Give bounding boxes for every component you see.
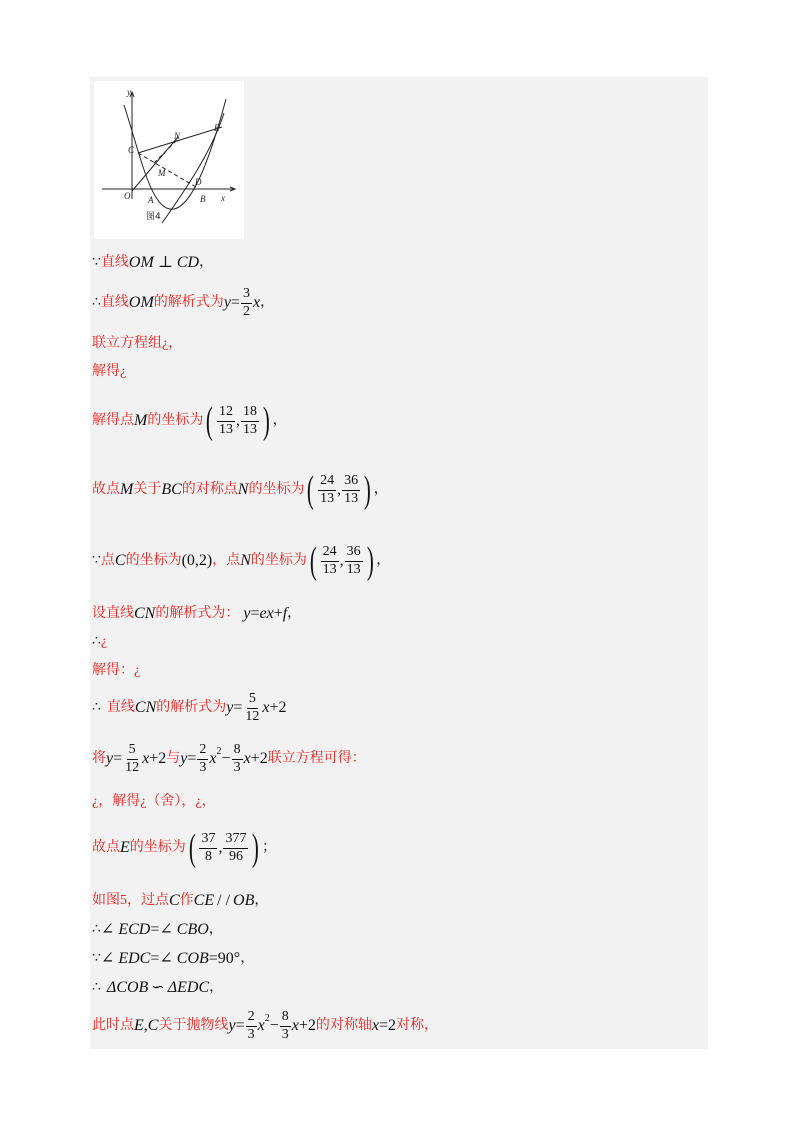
fraction xyxy=(217,405,235,437)
text: 直线 xyxy=(106,700,135,716)
equals: = xyxy=(233,699,243,717)
punct: ， xyxy=(376,553,391,568)
text: 关于抛物线 xyxy=(158,1018,229,1034)
text: 联立方程可得： xyxy=(267,751,366,767)
math-plus-two: +2 xyxy=(269,699,287,717)
math-m: M xyxy=(134,412,148,429)
math-y: y xyxy=(180,750,188,768)
punct: ， xyxy=(199,255,214,270)
parabola-diagram xyxy=(94,81,244,239)
text: 联立方程组¿， xyxy=(92,336,183,351)
fraction xyxy=(280,1010,291,1042)
math-e: E xyxy=(134,1017,144,1035)
numerator: 8 xyxy=(280,1010,291,1027)
text: 的解析式为 xyxy=(156,700,227,716)
math-ex: ex xyxy=(259,605,274,622)
left-paren: ( xyxy=(206,400,214,442)
text: 的坐标为 xyxy=(129,840,186,855)
exponent: 2 xyxy=(216,746,222,758)
because-symbol: ∵ xyxy=(92,255,101,270)
numerator: 8 xyxy=(232,743,243,760)
math-x: x xyxy=(257,1017,265,1035)
label-a: A xyxy=(148,195,154,205)
comma: , xyxy=(339,552,344,569)
line-8 xyxy=(92,606,301,622)
line-6 xyxy=(92,471,388,509)
label-e: E xyxy=(214,123,220,133)
line-17 xyxy=(92,951,254,967)
parallel-symbol: / / xyxy=(217,892,231,909)
punct: ， xyxy=(240,951,255,966)
therefore-symbol: ∴ xyxy=(92,700,101,716)
math-plus-two: +2 xyxy=(250,750,268,768)
text: 点 xyxy=(100,553,115,568)
math-plus-two: +2 xyxy=(298,1017,316,1035)
line-10 xyxy=(92,664,140,678)
segment-mn xyxy=(154,139,178,163)
text: 的解析式为 xyxy=(153,295,224,311)
math-n: N xyxy=(240,552,251,569)
numerator: 5 xyxy=(247,692,258,709)
numerator: 37 xyxy=(199,832,217,849)
equals: = xyxy=(113,750,123,768)
right-paren: ) xyxy=(252,827,260,869)
therefore-symbol: ∴ xyxy=(92,980,101,995)
text: 解得¿ xyxy=(92,364,127,379)
line-9 xyxy=(92,635,107,649)
text: 作 xyxy=(179,893,194,908)
math-y: y xyxy=(243,605,251,622)
numerator: 5 xyxy=(127,743,138,760)
line-16 xyxy=(92,922,223,938)
math-bc: BC xyxy=(161,481,182,498)
therefore-symbol: ∴ xyxy=(92,295,101,311)
fraction xyxy=(241,287,252,319)
text: 故点 xyxy=(92,482,120,497)
comma: , xyxy=(218,839,223,856)
left-paren: ( xyxy=(188,827,196,869)
therefore-symbol: ∴ xyxy=(92,634,101,649)
numerator: 12 xyxy=(217,405,235,422)
exponent: 2 xyxy=(264,1013,270,1025)
math-ob: OB xyxy=(233,892,255,909)
segment-cd xyxy=(138,153,196,187)
text: ¿，解得¿（舍），¿， xyxy=(92,794,216,809)
fraction xyxy=(123,743,141,775)
punct: ， xyxy=(209,980,224,995)
punct: ， xyxy=(287,606,302,621)
label-b: B xyxy=(200,194,206,204)
math-c: C xyxy=(114,552,126,569)
fraction xyxy=(223,832,248,864)
left-paren: ( xyxy=(307,469,315,511)
math-m: M xyxy=(120,481,134,498)
math-y: y xyxy=(228,1017,236,1035)
denominator: 13 xyxy=(242,421,257,437)
text: 设直线 xyxy=(92,606,134,621)
line-18 xyxy=(92,980,223,996)
line-7 xyxy=(92,542,390,580)
text: 如图5，过点 xyxy=(92,893,169,908)
equals: = xyxy=(230,294,240,312)
text: 的坐标为 xyxy=(147,413,204,428)
text: 此时点 xyxy=(92,1018,134,1034)
equals: = xyxy=(187,750,197,768)
line-13 xyxy=(92,795,216,809)
denominator: 3 xyxy=(281,1026,289,1042)
denominator: 13 xyxy=(218,421,233,437)
math-c: C xyxy=(147,1017,159,1035)
denominator: 12 xyxy=(245,708,260,724)
text: 的对称轴 xyxy=(315,1018,372,1034)
math-x: x xyxy=(252,294,261,312)
denominator: 12 xyxy=(125,759,140,775)
equals: = xyxy=(250,605,260,622)
denominator: 13 xyxy=(344,490,359,506)
math-90-degrees: 90° xyxy=(217,950,241,967)
label-d: D xyxy=(195,177,202,187)
text: 的坐标为 xyxy=(248,482,305,497)
numerator: 36 xyxy=(345,545,363,562)
line-1 xyxy=(92,255,213,271)
fraction xyxy=(342,474,360,506)
math-om: OM xyxy=(128,254,154,271)
comma: , xyxy=(143,1017,148,1035)
numerator: 2 xyxy=(197,743,208,760)
fraction xyxy=(243,692,261,724)
text: ，点 xyxy=(212,553,241,568)
math-cn: CN xyxy=(134,699,157,717)
fraction xyxy=(241,405,259,437)
figure-caption: 图4 xyxy=(146,212,161,222)
equals: = xyxy=(150,921,160,938)
label-n: N xyxy=(174,131,181,141)
line-2 xyxy=(92,287,274,319)
math-angle-edc: ∠ EDC xyxy=(100,950,151,967)
perp-symbol: ⊥ xyxy=(157,254,173,271)
label-m: M xyxy=(158,168,166,178)
text: 将 xyxy=(92,751,106,767)
fraction xyxy=(321,545,339,577)
line-4 xyxy=(92,365,126,379)
text: 解得点 xyxy=(92,413,134,428)
plus: + xyxy=(273,605,283,622)
math-y: y xyxy=(223,294,231,312)
numerator: 36 xyxy=(342,474,360,491)
right-paren: ) xyxy=(262,400,270,442)
math-cd: CD xyxy=(176,254,200,271)
comma: , xyxy=(235,412,240,429)
segment-on xyxy=(132,137,178,191)
line-3 xyxy=(92,337,182,351)
text: 对称， xyxy=(396,1018,439,1034)
comma: , xyxy=(337,481,342,498)
line-11 xyxy=(92,692,287,724)
label-c: C xyxy=(128,145,135,155)
equals: = xyxy=(208,950,218,967)
denominator: 2 xyxy=(242,303,250,319)
line-14 xyxy=(92,829,276,867)
equals: = xyxy=(150,950,160,967)
punct: ， xyxy=(208,922,223,937)
denominator: 3 xyxy=(233,759,241,775)
math-triangle-cob: ΔCOB xyxy=(106,979,149,996)
fraction xyxy=(197,743,208,775)
therefore-symbol: ∴ xyxy=(92,922,101,937)
fraction xyxy=(345,545,363,577)
right-paren: ) xyxy=(366,540,374,582)
text: 直线 xyxy=(100,255,129,270)
math-angle-ecd: ∠ ECD xyxy=(100,921,151,938)
numerator: 24 xyxy=(318,474,336,491)
label-o: O xyxy=(124,191,131,201)
text: 的对称点 xyxy=(181,482,238,497)
similar-symbol: ∽ xyxy=(151,979,165,996)
fraction xyxy=(318,474,336,506)
math-e: E xyxy=(120,839,130,856)
numerator: 24 xyxy=(321,545,339,562)
line-12 xyxy=(92,743,366,775)
math-x: x xyxy=(243,750,251,768)
line-19 xyxy=(92,1010,438,1042)
text: 的坐标为 xyxy=(250,553,307,568)
label-y: y xyxy=(127,87,131,97)
fraction xyxy=(199,832,217,864)
math-plus-two: +2 xyxy=(149,750,167,768)
line-15 xyxy=(92,893,268,909)
because-symbol: ∵ xyxy=(92,553,101,568)
math-point: (0,2) xyxy=(181,552,213,569)
equals: = xyxy=(235,1017,245,1035)
text: 关于 xyxy=(133,482,162,497)
math-angle-cob: ∠ COB xyxy=(159,950,209,967)
minus: − xyxy=(221,750,231,768)
text: 的解析式为： xyxy=(155,606,240,621)
math-x: x xyxy=(209,750,217,768)
math-om: OM xyxy=(128,294,154,312)
math-y: y xyxy=(226,699,234,717)
numerator: 3 xyxy=(241,287,252,304)
minus: − xyxy=(269,1017,279,1035)
punct: ， xyxy=(373,482,388,497)
text: 解得：¿ xyxy=(92,663,141,678)
punct: ， xyxy=(272,413,287,428)
denominator: 13 xyxy=(322,561,337,577)
figure-4 xyxy=(94,81,244,239)
fraction xyxy=(232,743,243,775)
text: 与 xyxy=(166,751,181,767)
because-symbol: ∵ xyxy=(92,951,101,966)
denominator: 96 xyxy=(228,848,243,864)
numerator: 2 xyxy=(246,1010,257,1027)
math-f: f xyxy=(282,605,288,622)
punct: ， xyxy=(254,893,269,908)
text: 故点 xyxy=(92,840,120,855)
right-paren: ) xyxy=(363,469,371,511)
math-ce: CE xyxy=(193,892,215,909)
line-5 xyxy=(92,402,287,440)
math-x: x xyxy=(142,750,150,768)
denominator: 13 xyxy=(346,561,361,577)
math-angle-cbo: ∠ CBO xyxy=(159,921,209,938)
fraction xyxy=(246,1010,257,1042)
math-x: x xyxy=(291,1017,299,1035)
math-x: x xyxy=(262,699,270,717)
text: ¿ xyxy=(100,634,108,649)
math-y: y xyxy=(106,750,114,768)
math-x: x xyxy=(371,1017,379,1035)
math-cn: CN xyxy=(134,605,156,622)
label-x: x xyxy=(221,193,225,203)
left-paren: ( xyxy=(309,540,317,582)
numerator: 18 xyxy=(241,405,259,422)
math-c: C xyxy=(169,892,180,909)
math-triangle-edc: ΔEDC xyxy=(167,979,210,996)
text: 直线 xyxy=(100,295,129,311)
denominator: 8 xyxy=(204,848,212,864)
math-n: N xyxy=(237,481,249,498)
text: 的坐标为 xyxy=(125,553,182,568)
denominator: 13 xyxy=(320,490,335,506)
punct: ； xyxy=(262,840,277,855)
punct: ， xyxy=(260,295,275,311)
numerator: 377 xyxy=(223,832,248,849)
denominator: 3 xyxy=(247,1026,255,1042)
denominator: 3 xyxy=(199,759,207,775)
math-equals-two: =2 xyxy=(378,1017,397,1035)
